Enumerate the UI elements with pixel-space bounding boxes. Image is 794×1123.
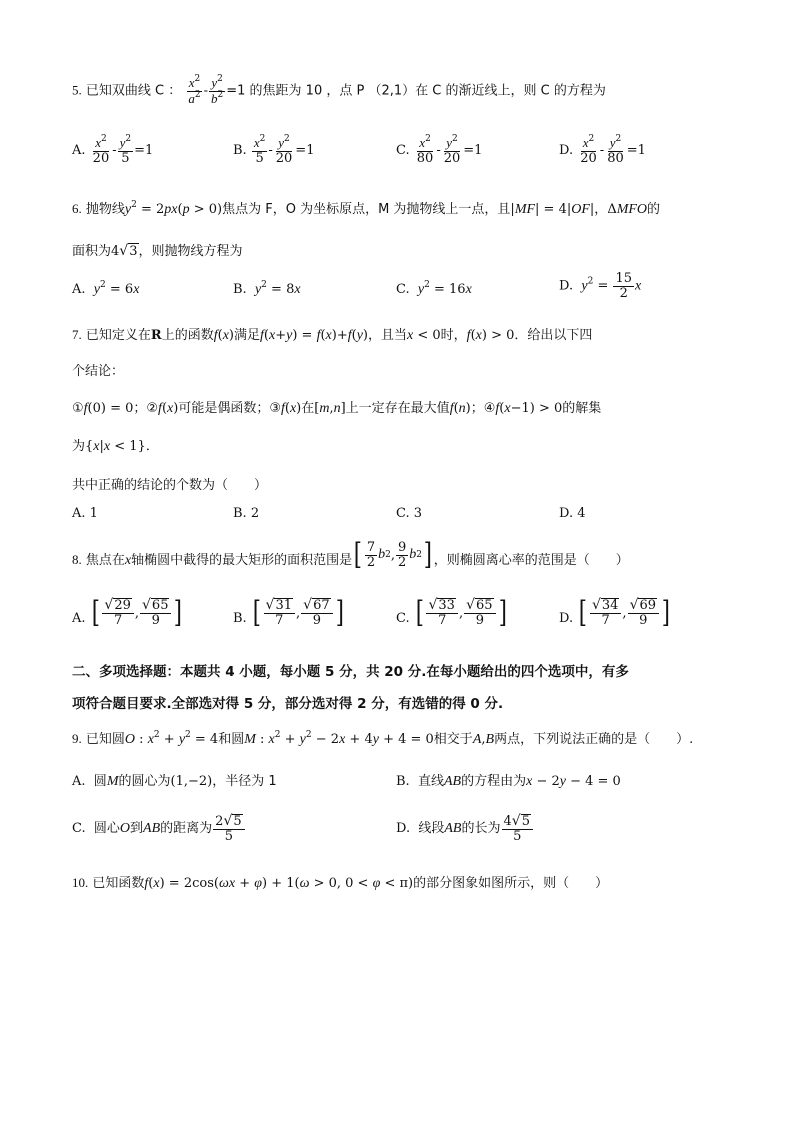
section-2-header-line-2: 项符合题目要求.全部选对得 5 分，部分选对得 2 分，有选错的得 0 分. <box>72 696 504 712</box>
q8-option-a[interactable]: A. [ √ 29 7 , √ 65 9 ] <box>72 595 183 630</box>
question-5: 5. 已知双曲线 C ： $\frac{x^2}{a^2}$ - $\frac{y^2}{b^2}$ =1 的焦距为 10 ，点 P （2,1）在 C 的渐近线上，则 C 的方程为 <box>72 74 606 106</box>
question-10: 10. 已知函数f(x) = 2cos(ωx + φ) + 1(ω > 0, 0 < φ < π)的部分图象如图所示，则（ ） <box>72 875 609 891</box>
question-6: 6. 抛物线$y^2 = 2px(p > 0)$焦点为 F，O 为坐标原点，M 为抛物线上一点，且|MF| = 4|OF|，ΔMFO的 <box>72 200 661 217</box>
question-7-ask: 共中正确的结论的个数为（ ） <box>72 478 268 493</box>
question-9: 9. 已知圆O : $x^2 + y^2 = 4$和圆M : $x^2 + y^2 - 2x + 4y + 4 = 0$相交于A,B两点，下列说法正确的是（ ）. <box>72 730 694 747</box>
question-number: 5. <box>72 82 82 98</box>
q6-option-d[interactable]: D. $y^2$ = $\frac{15}{2}$ x <box>559 271 642 301</box>
q7-option-c[interactable]: C. 3 <box>396 506 423 521</box>
q5-option-d[interactable]: D. $\frac{x^2}{20}$ - $\frac{y^2}{80}$ =1 <box>559 134 646 166</box>
question-8: 8. 焦点在x轴椭圆中截得的最大矩形的面积范围是 [ $\frac{7}{2}$ b 2 , $\frac{9}{2}$ b 2 ] ，则椭圆离心率的范围是（ ） <box>72 537 629 572</box>
q9-option-a[interactable]: A. 圆M的圆心为(1,−2)，半径为 1 <box>72 774 277 789</box>
question-text: =1 的焦距为 10 ，点 P （2,1）在 C 的渐近线上，则 C 的方程为 <box>226 83 606 99</box>
q9-option-d[interactable]: D. 线段AB的长为 4 √ 5 5 <box>396 814 534 843</box>
question-7-line-4: 为{x|x < 1}． <box>72 439 159 454</box>
q5-option-c[interactable]: C. $\frac{x^2}{80}$ - $\frac{y^2}{20}$ =1 <box>396 134 483 166</box>
q8-option-b[interactable]: B. [ √ 31 7 , √ 67 9 ] <box>233 595 344 630</box>
q6-option-c[interactable]: C. $y^2 = 16x$ <box>396 280 472 297</box>
q7-option-d[interactable]: D. 4 <box>559 506 586 521</box>
q8-option-d[interactable]: D. [ √ 34 7 , √ 69 9 ] <box>559 595 670 630</box>
question-7-line-2: 个结论： <box>72 364 125 379</box>
question-7-conclusions: ①f(0) = 0；②f(x)可能是偶函数；③f(x)在[m,n]上一定存在最大值f(n)；④f(x−1) > 0的解集 <box>72 401 602 416</box>
q6-option-b[interactable]: B. $y^2 = 8x$ <box>233 280 301 297</box>
section-2-header-line-1: 二、多项选择题：本题共 4 小题，每小题 5 分，共 20 分.在每小题给出的四个选项中，有多 <box>72 664 629 680</box>
q9-option-b[interactable]: B. 直线AB的方程由为x − 2y − 4 = 0 <box>396 774 621 789</box>
q5-option-b[interactable]: B. $\frac{x^2}{5}$ - $\frac{y^2}{20}$ =1 <box>233 134 315 166</box>
q9-option-c[interactable]: C. 圆心O到AB的距离为 2 √ 5 5 <box>72 814 246 843</box>
q5-option-a[interactable]: A. $\frac{x^2}{20}$ - $\frac{y^2}{5}$ =1 <box>72 134 154 166</box>
question-text: 已知双曲线 C ： <box>85 83 182 99</box>
q7-option-b[interactable]: B. 2 <box>233 506 260 521</box>
question-7: 7. 已知定义在R上的函数f(x)满足f(x+y) = f(x)+f(y)，且当x < 0时，f(x) > 0．给出以下四 <box>72 327 593 343</box>
q7-option-a[interactable]: A. 1 <box>72 506 98 521</box>
q8-option-c[interactable]: C. [ √ 33 7 , √ 65 9 ] <box>396 595 507 630</box>
question-6-line-2: 面积为4 √ 3 ，则抛物线方程为 <box>72 243 243 259</box>
q6-option-a[interactable]: A. $y^2 = 6x$ <box>72 280 140 297</box>
